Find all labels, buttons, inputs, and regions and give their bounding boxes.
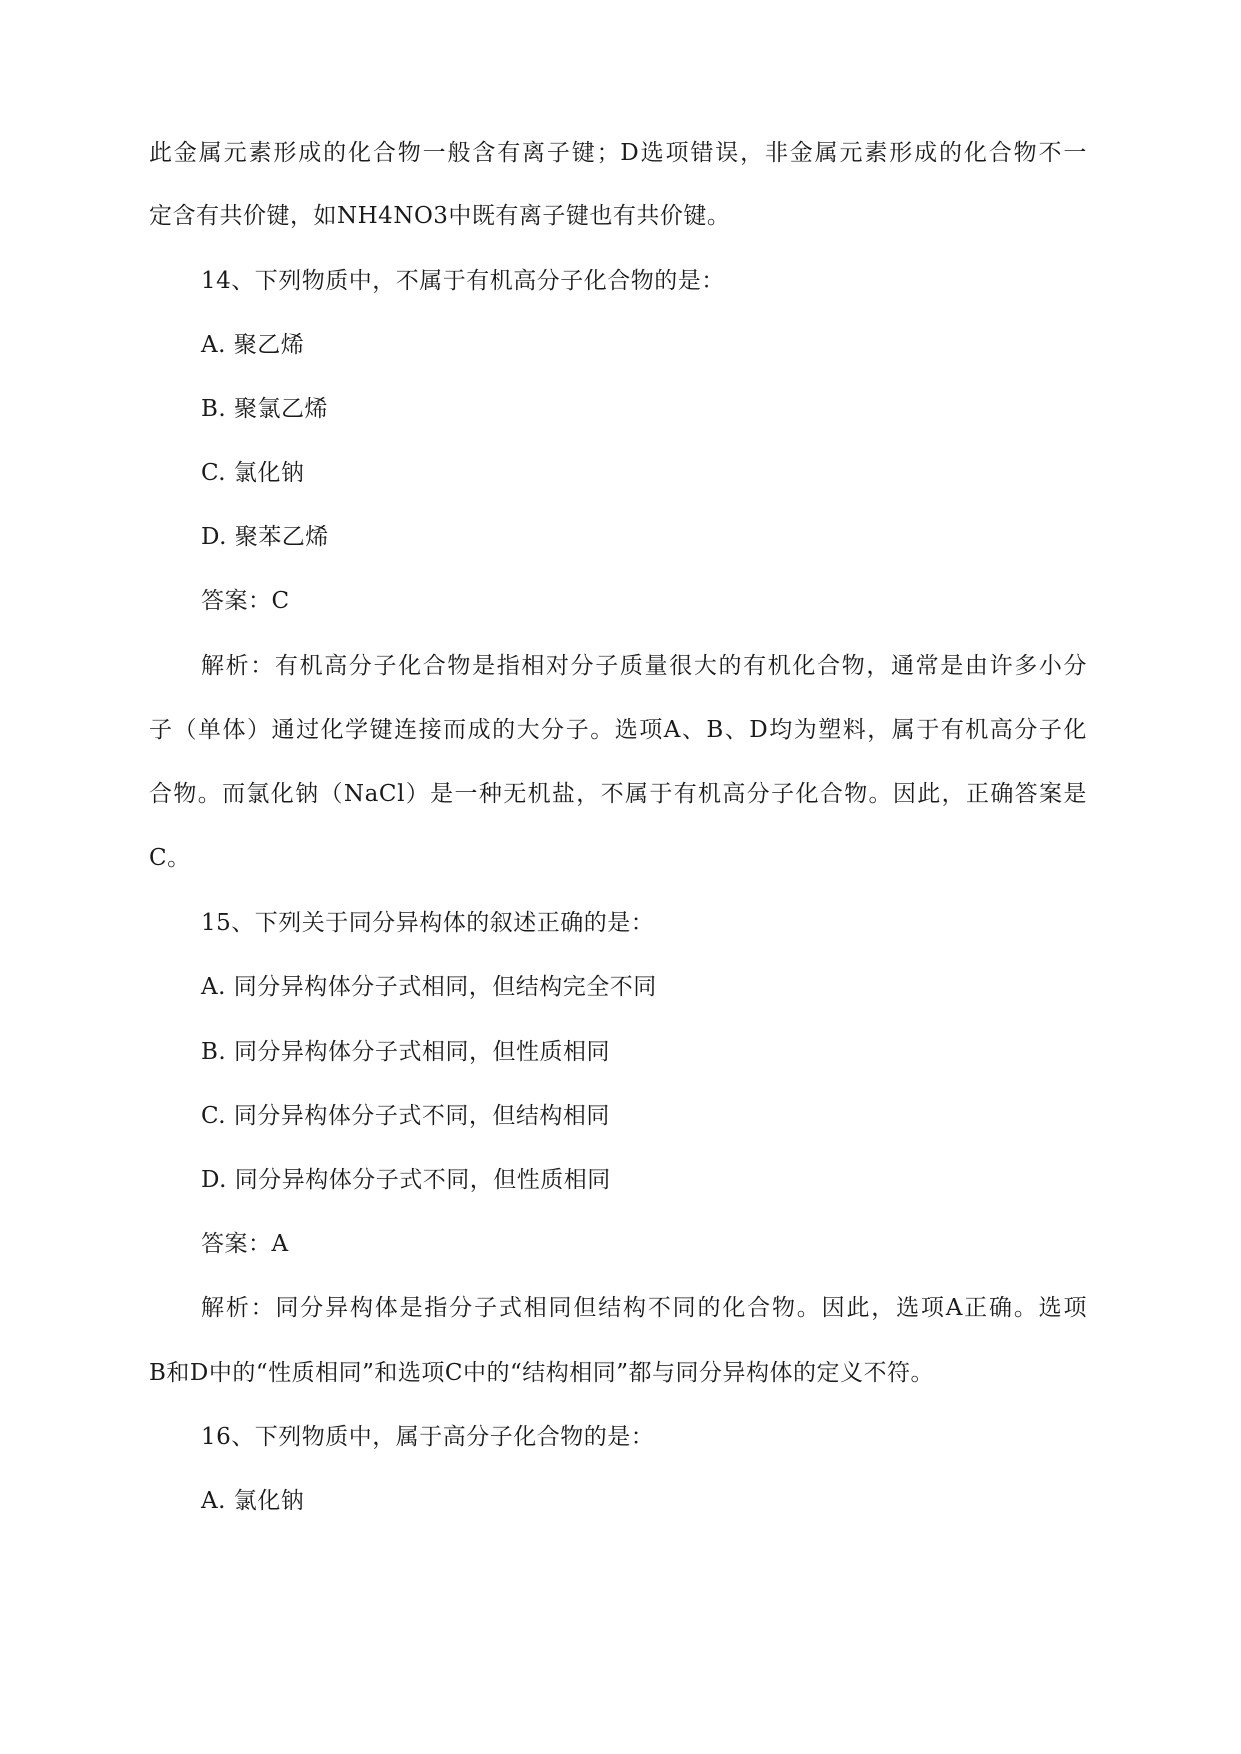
question-16-option-a: A. 氯化钠: [201, 1488, 305, 1514]
question-15-analysis-line-1: 解析：同分异构体是指分子式相同但结构不同的化合物。因此，选项A正确。选项: [201, 1295, 1087, 1321]
continuation-line-2: 定含有共价键，如NH4NO3中既有离子键也有共价键。: [149, 203, 731, 229]
question-15-answer: 答案：A: [201, 1231, 289, 1257]
question-14-option-c: C. 氯化钠: [201, 460, 305, 486]
question-14-analysis-line-1: 解析：有机高分子化合物是指相对分子质量很大的有机化合物，通常是由许多小分: [201, 653, 1087, 679]
question-15-option-b: B. 同分异构体分子式相同，但性质相同: [201, 1039, 611, 1065]
question-15-option-a: A. 同分异构体分子式相同，但结构完全不同: [201, 974, 657, 1000]
question-16-stem: 16、下列物质中，属于高分子化合物的是：: [201, 1424, 655, 1450]
question-15-stem: 15、下列关于同分异构体的叙述正确的是：: [201, 910, 655, 936]
question-14-stem: 14、下列物质中，不属于有机高分子化合物的是：: [201, 268, 725, 294]
question-15-option-c: C. 同分异构体分子式不同，但结构相同: [201, 1103, 610, 1129]
question-14-option-a: A. 聚乙烯: [201, 332, 305, 358]
question-14-analysis-line-3: 合物。而氯化钠（NaCl）是一种无机盐，不属于有机高分子化合物。因此，正确答案是: [149, 781, 1087, 807]
question-14-option-b: B. 聚氯乙烯: [201, 396, 329, 422]
question-14-analysis-line-2: 子（单体）通过化学键连接而成的大分子。选项A、B、D均为塑料，属于有机高分子化: [149, 717, 1087, 743]
question-14-analysis-line-4: C。: [149, 845, 191, 871]
question-14-option-d: D. 聚苯乙烯: [201, 524, 329, 550]
question-14-answer: 答案：C: [201, 588, 290, 614]
question-15-option-d: D. 同分异构体分子式不同，但性质相同: [201, 1167, 611, 1193]
continuation-line-1: 此金属元素形成的化合物一般含有离子键；D选项错误，非金属元素形成的化合物不一: [149, 140, 1087, 166]
question-15-analysis-line-2: B和D中的“性质相同”和选项C中的“结构相同”都与同分异构体的定义不符。: [149, 1360, 934, 1386]
